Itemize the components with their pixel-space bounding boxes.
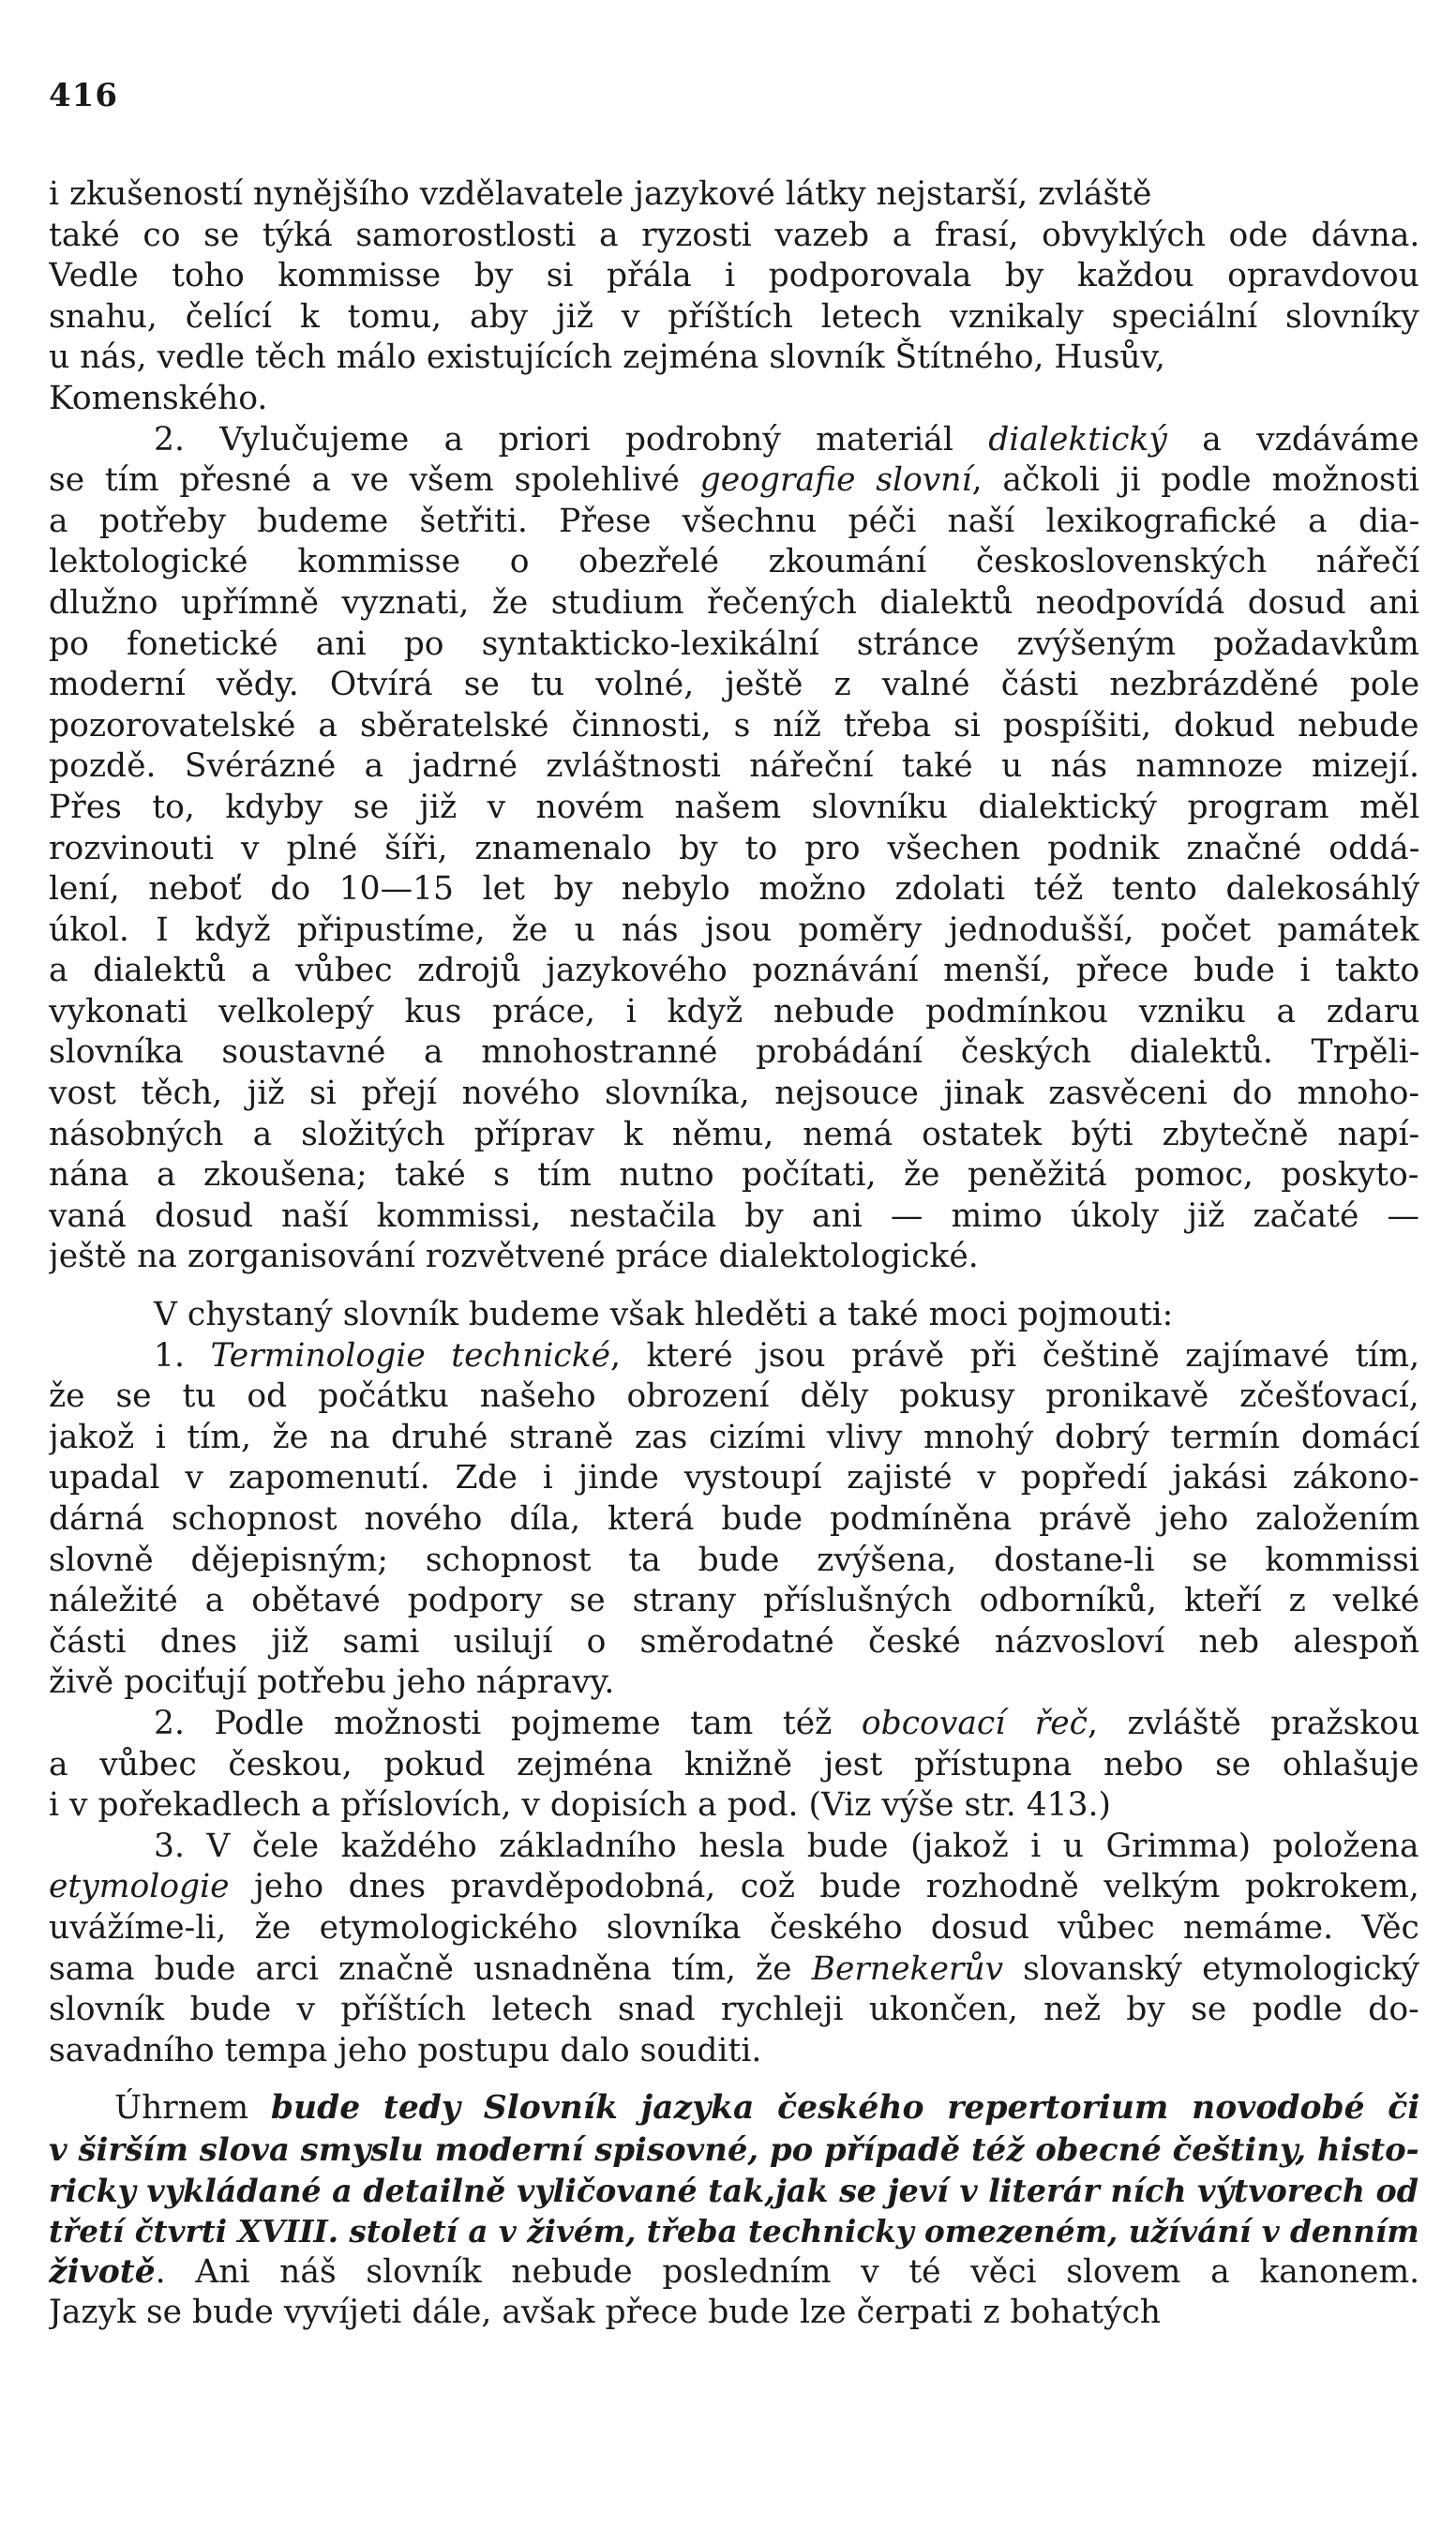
- text-line: vaná dosud naší kommissi, nestačila by ani — mimo úkoly již začaté —: [49, 1196, 1419, 1235]
- emphasis: ricky vykládané a detailně vyličované tak,jak se jeví v literár ních výtvorech od: [49, 2172, 1419, 2209]
- text-line: pozdě. Svérázné a jadrné zvláštnosti nářeční také u nás namnoze mizejí.: [49, 747, 1419, 786]
- text-line: etymologie jeho dnes pravděpodobná, což bude rozhodně velkým pokrokem,: [49, 1868, 1419, 1906]
- text-line: 3. V čele každého základního hesla bude (jakož i u Grimma) položena: [154, 1827, 1419, 1865]
- paragraph: [49, 1704, 1419, 1827]
- text-line: slovníka soustavné a mnohostranné probádání českých dialektů. Trpěli-: [49, 1033, 1419, 1072]
- emphasis: třetí čtvrti XVIII. století a v živém, třeba technicky omezeném, užívání v denním: [49, 2213, 1419, 2250]
- text-line: také co se týká samorostlosti a ryzosti vazeb a frasí, obvyklých ode dávna.: [49, 216, 1419, 254]
- paragraph: [49, 1336, 1419, 1704]
- text-line: nána a zkoušena; také s tím nutno počítati, že peněžitá pomoc, poskyto-: [49, 1156, 1419, 1195]
- text-line: Úhrnem bude tedy Slovník jazyka českého repertorium novodobé či: [114, 2089, 1419, 2128]
- text-line: části dnes již sami usilují o směrodatné české názvosloví neb alespoň: [49, 1622, 1419, 1661]
- text-line: ještě na zorganisování rozvětvené práce dialektologické.: [49, 1238, 979, 1276]
- text-line: rozvinouti v plné šíři, znamenalo by to pro všechen podnik značné oddá-: [49, 829, 1419, 867]
- text-line: pozorovatelské a sběratelské činnosti, s níž třeba si pospíšiti, dokud nebude: [49, 706, 1419, 745]
- text-line: lektologické kommisse o obezřelé zkoumání československých nářečí: [49, 543, 1419, 581]
- text-line: [49, 2129, 1419, 2171]
- paragraph: [49, 174, 1419, 420]
- paragraph-gap: [49, 1278, 1419, 1295]
- text-line: uvážíme-li, že etymologického slovníka českého dosud vůbec nemáme. Věc: [49, 1908, 1419, 1947]
- text-line: a dialektů a vůbec zdrojů jazykového poznávání menší, přece bude i takto: [49, 952, 1419, 990]
- text-line: moderní vědy. Otvírá se tu volné, ještě z valné části nezbrázděné pole: [49, 666, 1419, 704]
- text-line: a potřeby budeme šetřiti. Přese všechnu péči naší lexikografické a dia-: [49, 502, 1419, 540]
- emphasis: v širším slova smyslu moderní spisovné, po případě též obecné češtiny, histo-: [49, 2129, 1419, 2168]
- text-line: násobných a složitých příprav k němu, nemá ostatek býti zbytečně napí-: [49, 1115, 1419, 1153]
- text-line: 1. Terminologie technické, které jsou právě při češtině zajímavé tím,: [154, 1336, 1419, 1375]
- text-line: i v pořekadlech a příslovích, v dopisích a pod. (Viz výše str. 413.): [49, 1786, 1111, 1825]
- emphasis: obcovací řeč: [861, 1704, 1088, 1742]
- text-line: vykonati velkolepý kus práce, i když nebude podmínkou vzniku a zdaru: [49, 992, 1419, 1031]
- text-line: Přes to, kdyby se již v novém našem slovníku dialektický program měl: [49, 788, 1419, 826]
- paragraph: [49, 2088, 1419, 2334]
- text-line: sama bude arci značně usnadněna tím, že Bernekerův slovanský etymologický: [49, 1949, 1419, 1988]
- emphasis: bude tedy Slovník jazyka českého repertorium novodobé či: [270, 2089, 1419, 2128]
- body-text: [49, 174, 1419, 2334]
- text-line: živě pociťují potřebu jeho nápravy.: [49, 1663, 615, 1702]
- text-line: V chystaný slovník budeme však hleděti a také moci pojmouti:: [154, 1296, 1174, 1334]
- text-line: lení, neboť do 10—15 let by nebylo možno zdolati též tento dalekosáhlý: [49, 870, 1419, 909]
- emphasis: Terminologie technické: [210, 1336, 611, 1375]
- text-line: Vedle toho kommisse by si přála i podporovala by každou opravdovou: [49, 257, 1419, 295]
- page-number: 416: [49, 77, 118, 114]
- text-line: 2. Vylučujeme a priori podrobný materiál dialektický a vzdáváme: [154, 420, 1419, 459]
- paragraph: [49, 1827, 1419, 2072]
- text-line: slovník bude v příštích letech snad rychleji ukončen, než by se podle do-: [49, 1991, 1419, 2029]
- text-line: snahu, čelící k tomu, aby již v příštích letech vznikaly speciální slovníky: [49, 297, 1419, 336]
- text-line: [49, 2211, 1419, 2252]
- text-line: úkol. I když připustíme, že u nás jsou poměry jednodušší, počet památek: [49, 910, 1419, 949]
- text-line: i zkušeností nynějšího vzdělavatele jazykové látky nejstarší, zvláště: [49, 175, 1152, 213]
- text-line: [49, 2171, 1419, 2212]
- emphasis: životě: [49, 2252, 156, 2291]
- text-line: slovně dějepisným; schopnost ta bude zvýšena, dostane-li se kommissi: [49, 1541, 1419, 1579]
- text-line: vost těch, již si přejí nového slovníka, nejsouce jinak zasvěceni do mnoho-: [49, 1075, 1419, 1113]
- text-line: upadal v zapomenutí. Zde i jinde vystoupí zajisté v popředí jakási zákono-: [49, 1459, 1419, 1497]
- text-line: 2. Podle možnosti pojmeme tam též obcovací řeč, zvláště pražskou: [154, 1704, 1419, 1742]
- text-line: že se tu od počátku našeho obrození děly pokusy pronikavě zčešťovací,: [49, 1377, 1419, 1416]
- text-line: savadního tempa jeho postupu dalo souditi.: [49, 2031, 762, 2069]
- paragraph: [49, 1295, 1419, 1336]
- text-line: u nás, vedle těch málo existujících zejména slovník Štítného, Husův,: [49, 339, 1166, 377]
- paragraph-gap: [49, 2071, 1419, 2088]
- emphasis: etymologie: [49, 1868, 230, 1906]
- paragraph: [49, 420, 1419, 1278]
- text-line: a vůbec českou, pokud zejména knižně jest přístupna nebo se ohlašuje: [49, 1745, 1419, 1783]
- emphasis: dialektický: [988, 420, 1167, 459]
- text-line: životě. Ani náš slovník nebude posledním v té věci slovem a kanonem.: [49, 2252, 1419, 2291]
- text-line: jakož i tím, že na druhé straně zas cizími vlivy mnohý dobrý termín domácí: [49, 1418, 1419, 1456]
- text-line: po fonetické ani po syntakticko-lexikální stránce zvýšeným požadavkům: [49, 624, 1419, 663]
- text-line: dlužno upřímně vyznati, že studium řečených dialektů neodpovídá dosud ani: [49, 583, 1419, 622]
- text-line: dárná schopnost nového díla, která bude podmíněna právě jeho založením: [49, 1500, 1419, 1538]
- text-line: Jazyk se bude vyvíjeti dále, avšak přece bude lze čerpati z bohatých: [49, 2294, 1162, 2332]
- text-line: náležité a obětavé podpory se strany příslušných odborníků, kteří z velké: [49, 1582, 1419, 1620]
- text-line: se tím přesné a ve všem spolehlivé geografie slovní, ačkoli ji podle možnosti: [49, 461, 1419, 500]
- emphasis: geografie slovní: [699, 461, 972, 500]
- emphasis: Bernekerův: [811, 1949, 1004, 1988]
- text-line: Komenského.: [49, 379, 268, 417]
